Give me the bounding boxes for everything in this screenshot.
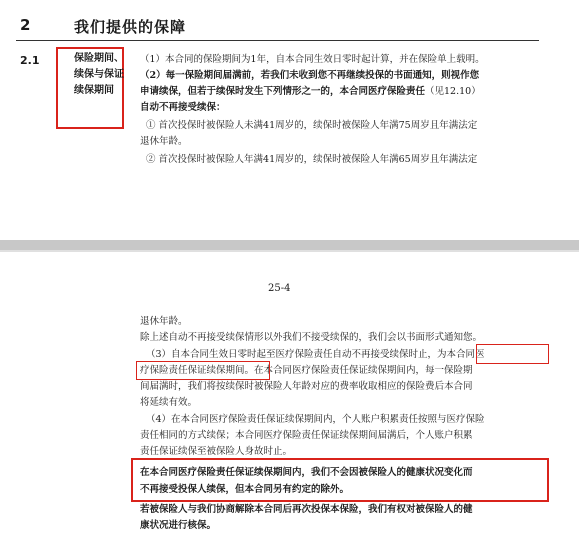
clause-number: 2.1	[20, 54, 40, 67]
page2-line-3	[146, 347, 485, 362]
page2-line-6: 将延续有效。	[140, 397, 198, 408]
page1-line-3-text: 申请续保，但若于续保时发生下列情形之一的，本合同医疗保险责任	[140, 86, 426, 97]
page2-line-10: 若被保险人与我们协商解除本合同后再次投保本保险，我们有权对被保险人的健	[140, 504, 473, 515]
section-number: 2	[20, 16, 31, 34]
section-title: 我们提供的保障	[74, 18, 187, 36]
page1-line-3	[140, 84, 481, 99]
page2-line-4-text: 在本合同医疗保险责任保证续保期间内，每一保险期	[254, 365, 473, 376]
page-number: 25-4	[268, 283, 291, 294]
page2-line-3-text: （3）自本合同生效日零时起至医疗保险责任自动不再接受续保时止，	[146, 349, 438, 360]
page2-line-1: 退休年龄。	[140, 316, 188, 327]
page1-line-7: ② 首次投保时被保险人年满41周岁的，续保时被保险人年满65周岁且年满法定	[146, 154, 478, 165]
page1-line-3-note: （见12.10）	[425, 86, 481, 97]
page2-line-9: 责任保证续保至被保险人身故时止。	[140, 446, 293, 457]
page-separator-shadow	[0, 250, 579, 252]
page2-line-7: （4）在本合同医疗保险责任保证续保期间内，个人账户积累责任按照与医疗保险	[146, 414, 485, 425]
page2-line-11: 康状况进行核保。	[140, 520, 217, 531]
section-divider	[16, 40, 539, 41]
page2-line-8: 责任相同的方式续保；本合同医疗保险责任保证续保期间届满后，个人账户积累	[140, 430, 473, 441]
clause-title: 保险期间、续保与保证续保期间	[74, 53, 124, 96]
highlight-line-2: 不再接受投保人续保，但本合同另有约定的除外。	[140, 484, 350, 495]
annotation-box-bottom	[136, 361, 270, 380]
page2-line-2: 除上述自动不再接受续保情形以外我们不接受续保的，我们会以书面形式通知您。	[140, 332, 483, 343]
page1-line-4: 自动不再接受续保：	[140, 102, 226, 113]
page1-line-1: （1）本合同的保险期间为1年，自本合同生效日零时起计算，并在保险单上载明。	[140, 54, 485, 65]
highlight-line-1: 在本合同医疗保险责任保证续保期间内，我们不会因被保险人的健康状况变化而	[140, 467, 473, 478]
page2-line-5: 间届满时，我们将按续保时被保险人年龄对应的费率收取相应的保险费后本合同	[140, 381, 473, 392]
annotation-box-top	[476, 344, 549, 364]
page1-line-6: 退休年龄。	[140, 136, 188, 147]
page2-line-4-boxed: 疗保险责任保证续保期间。	[140, 365, 255, 376]
page2-line-3-boxed: 为本合同医	[437, 349, 485, 360]
page1-line-2: （2）每一保险期间届满前，若我们未收到您不再继续投保的书面通知，则视作您	[140, 70, 480, 81]
page1-line-5: ① 首次投保时被保险人未满41周岁的，续保时被保险人年满75周岁且年满法定	[146, 120, 478, 131]
page-separator	[0, 240, 579, 250]
